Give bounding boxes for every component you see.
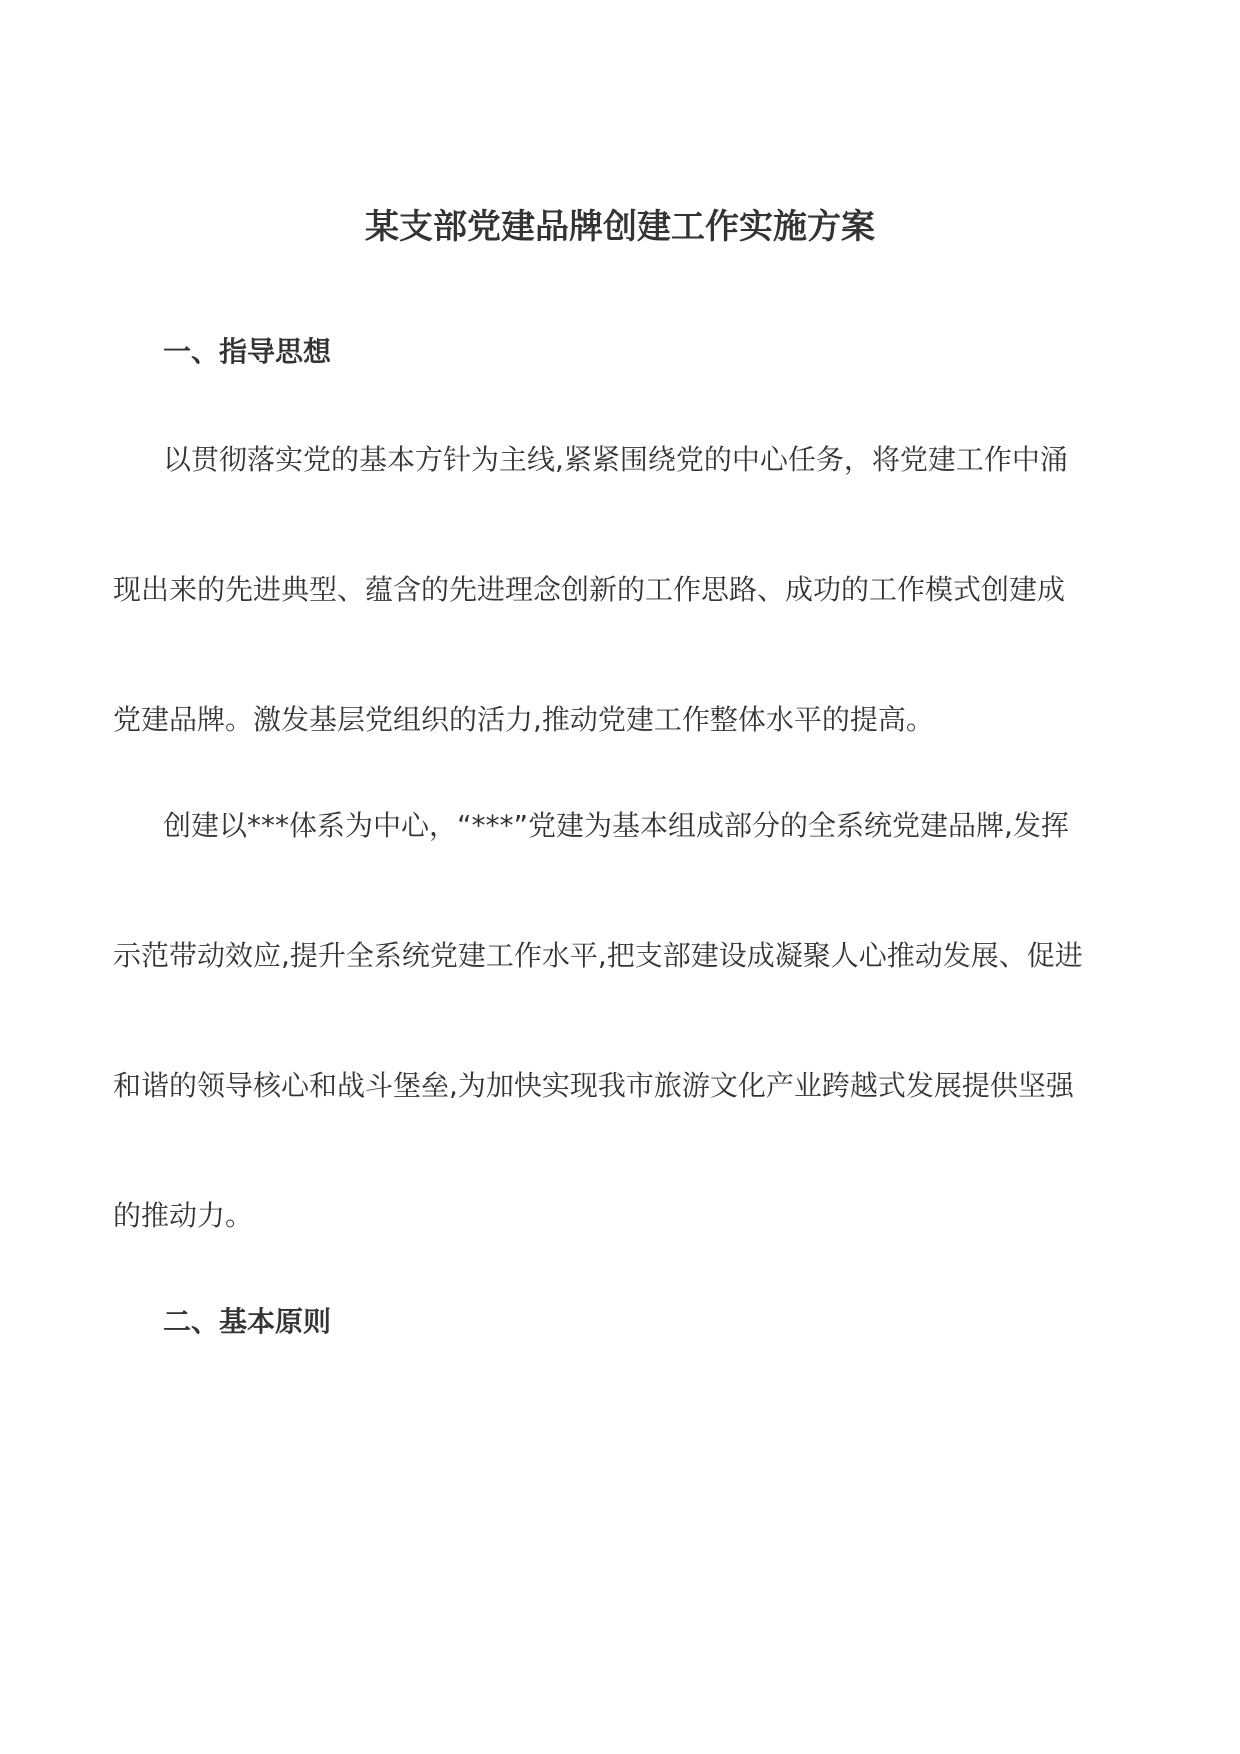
section-heading-basic-principles: 二、基本原则 bbox=[163, 1305, 332, 1338]
paragraph-line: 现出来的先进典型、蕴含的先进理念创新的工作思路、成功的工作模式创建成 bbox=[113, 573, 1066, 606]
paragraph-line: 创建以***体系为中心，“***”党建为基本组成部分的全系统党建品牌,发挥 bbox=[163, 809, 1069, 842]
paragraph-line: 和谐的领导核心和战斗堡垒,为加快实现我市旅游文化产业跨越式发展提供坚强 bbox=[113, 1069, 1074, 1102]
paragraph-line: 党建品牌。激发基层党组织的活力,推动党建工作整体水平的提高。 bbox=[113, 703, 934, 736]
section-heading-guiding-ideology: 一、指导思想 bbox=[163, 335, 332, 368]
paragraph-line: 以贯彻落实党的基本方针为主线,紧紧围绕党的中心任务，将党建工作中涌 bbox=[163, 443, 1068, 476]
document-title: 某支部党建品牌创建工作实施方案 bbox=[365, 207, 875, 247]
paragraph-line: 示范带动效应,提升全系统党建工作水平,把支部建设成凝聚人心推动发展、促进 bbox=[113, 939, 1083, 972]
paragraph-line: 的推动力。 bbox=[113, 1199, 254, 1232]
